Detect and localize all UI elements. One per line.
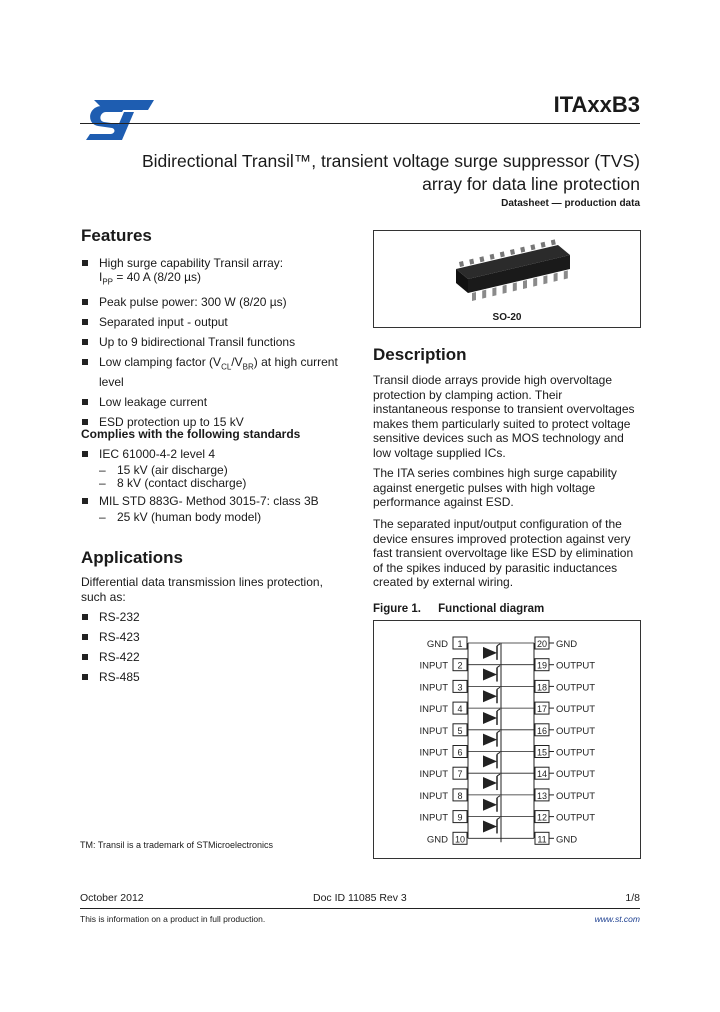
package-pin bbox=[482, 290, 486, 299]
applications-list bbox=[81, 610, 351, 690]
title-line-2: array for data line protection bbox=[422, 174, 640, 194]
list-item: IEC 61000-4-2 level 4 bbox=[81, 447, 351, 461]
datasheet-label: Datasheet — production data bbox=[501, 198, 640, 209]
pin-number-right: 17 bbox=[536, 704, 548, 715]
pin-label-left: INPUT bbox=[419, 812, 448, 824]
package-pin bbox=[492, 287, 496, 296]
package-pin bbox=[469, 259, 474, 265]
package-pin bbox=[459, 261, 464, 267]
pin-label-left: INPUT bbox=[419, 660, 448, 672]
package-pin bbox=[541, 242, 546, 248]
footer-doc-id: Doc ID 11085 Rev 3 bbox=[313, 892, 407, 904]
description-paragraph-1: Transil diode arrays provide high overvoltage protection by clamping action. Their instantaneous response to transient overvoltages makes them particularly suited to protect voltage sensitive devices such as MOS technology and low voltage supplied ICs. bbox=[373, 373, 635, 460]
pin-number-left: 3 bbox=[457, 682, 463, 693]
pin-label-left: INPUT bbox=[419, 747, 448, 759]
pin-number-right: 12 bbox=[536, 812, 548, 823]
package-image-box bbox=[373, 230, 641, 328]
pin-number-right: 13 bbox=[536, 790, 548, 801]
package-pin bbox=[503, 285, 507, 294]
list-subitem: – 15 kV (air discharge) bbox=[99, 463, 228, 477]
figure-number: Figure 1. bbox=[373, 603, 421, 615]
pin-label-right: OUTPUT bbox=[556, 812, 596, 824]
pin-number-right: 15 bbox=[536, 747, 548, 758]
package-pin bbox=[551, 239, 556, 245]
list-item: Up to 9 bidirectional Transil functions bbox=[81, 335, 351, 349]
pin-number-left: 9 bbox=[457, 812, 463, 823]
pin-label-left: INPUT bbox=[419, 790, 448, 802]
pin-number-right: 11 bbox=[537, 834, 547, 845]
footer-page: 1/8 bbox=[625, 892, 640, 904]
pin-label-right: GND bbox=[556, 834, 578, 846]
pin-number-right: 19 bbox=[536, 660, 548, 671]
list-item: High surge capability Transil array: $I_{PP} = 40$ A (8/20 µs) bbox=[81, 256, 351, 289]
title-line-1: Bidirectional Transil™, transient voltage surge suppressor (TVS) bbox=[142, 151, 640, 171]
pin-label-right: OUTPUT bbox=[556, 704, 596, 716]
list-item: MIL STD 883G- Method 3015-7: class 3B bbox=[81, 494, 351, 508]
tvs-diode bbox=[483, 734, 497, 746]
features-list bbox=[81, 256, 351, 435]
footer-rule bbox=[80, 908, 640, 909]
pin-number-left: 4 bbox=[457, 704, 463, 715]
package-pin bbox=[523, 280, 527, 289]
pin-number-left: 7 bbox=[457, 769, 463, 780]
tvs-diode-bar bbox=[497, 731, 500, 733]
list-item: Low leakage current bbox=[81, 395, 351, 409]
figure-title: Functional diagram bbox=[438, 603, 545, 615]
figure-caption bbox=[373, 603, 544, 615]
package-pin bbox=[564, 270, 568, 279]
pin-number-right: 16 bbox=[536, 725, 548, 736]
part-number: ITAxxB3 bbox=[553, 92, 640, 117]
pin-label-right: OUTPUT bbox=[556, 747, 596, 759]
description-paragraph-2: The ITA series combines high surge capability against energetic pulses with high voltage performance against ESD. bbox=[373, 466, 617, 510]
list-item: RS-232 bbox=[81, 610, 351, 624]
pin-number-left: 1 bbox=[457, 639, 463, 649]
pin-label-left: GND bbox=[426, 639, 448, 650]
package-pin bbox=[554, 273, 558, 282]
list-item: RS-423 bbox=[81, 630, 351, 644]
package-pin bbox=[472, 292, 476, 301]
tvs-diode-bar bbox=[497, 666, 500, 668]
applications-intro: Differential data transmission lines protection, such as: bbox=[81, 575, 323, 604]
pin-number-left: 2 bbox=[457, 660, 463, 671]
package-pin bbox=[533, 278, 537, 287]
tvs-diode bbox=[483, 690, 497, 702]
pin-number-left: 10 bbox=[454, 834, 466, 845]
pin-label-right: OUTPUT bbox=[556, 682, 596, 694]
package-pin bbox=[510, 249, 515, 255]
pin-number-right: 20 bbox=[536, 639, 548, 649]
trademark-note: TM: Transil is a trademark of STMicroelectronics bbox=[80, 840, 274, 850]
tvs-diode-bar bbox=[497, 817, 500, 819]
production-info: This is information on a product in full production. bbox=[80, 914, 266, 924]
functional-diagram-box bbox=[373, 620, 641, 859]
pin-label-right: OUTPUT bbox=[556, 725, 596, 737]
header-rule bbox=[80, 123, 640, 124]
pin-label-left: INPUT bbox=[419, 769, 448, 781]
pin-label-left: INPUT bbox=[419, 704, 448, 716]
pin-number-left: 6 bbox=[457, 747, 463, 758]
tvs-diode bbox=[483, 777, 497, 789]
description-heading: Description bbox=[373, 345, 467, 364]
package-pin bbox=[530, 244, 535, 250]
package-pin bbox=[490, 254, 495, 260]
list-item: RS-485 bbox=[81, 670, 351, 684]
tvs-diode bbox=[483, 712, 497, 724]
list-subitem: – 8 kV (contact discharge) bbox=[99, 476, 247, 490]
website-link[interactable]: www.st.com bbox=[594, 914, 640, 924]
pin-label-left: INPUT bbox=[419, 725, 448, 737]
applications-heading: Applications bbox=[81, 548, 184, 567]
list-item: Peak pulse power: 300 W (8/20 µs) bbox=[81, 295, 351, 309]
tvs-diode bbox=[483, 799, 497, 811]
tvs-diode-bar bbox=[497, 709, 500, 711]
pin-number-left: 5 bbox=[457, 725, 463, 736]
page-title bbox=[80, 150, 640, 196]
package-pin bbox=[543, 275, 547, 284]
st-logo bbox=[82, 96, 156, 144]
description-paragraph-3: The separated input/output configuration of the device ensures improved protection against very fast transient overvoltage like ESD by elimination of the spikes induced by parasitic inductances created by external wiring. bbox=[373, 517, 634, 590]
package-pin bbox=[479, 256, 484, 262]
tvs-diode-bar bbox=[497, 687, 500, 689]
list-item: Separated input - output bbox=[81, 315, 351, 329]
features-heading: Features bbox=[81, 226, 152, 245]
package-pin bbox=[500, 251, 505, 257]
list-item: Low clamping factor $(V_{CL}/V_{BR})$ at high current level bbox=[81, 355, 351, 388]
pin-number-left: 8 bbox=[457, 790, 463, 801]
pin-label-left: GND bbox=[426, 834, 448, 846]
pin-number-right: 18 bbox=[536, 682, 548, 693]
tvs-diode-bar bbox=[497, 752, 500, 754]
standards-heading: Complies with the following standards bbox=[81, 427, 301, 441]
footer-date: October 2012 bbox=[80, 892, 144, 904]
list-item: RS-422 bbox=[81, 650, 351, 664]
tvs-diode bbox=[483, 647, 497, 659]
tvs-diode-bar bbox=[497, 796, 500, 798]
tvs-diode-bar bbox=[497, 774, 500, 776]
pin-label-left: INPUT bbox=[419, 682, 448, 694]
package-label: SO-20 bbox=[492, 312, 522, 323]
functional-diagram bbox=[374, 621, 640, 858]
pin-label-right: OUTPUT bbox=[556, 790, 596, 802]
tvs-diode-bar bbox=[497, 644, 500, 646]
package-pin bbox=[520, 247, 525, 253]
tvs-diode bbox=[483, 669, 497, 681]
pin-label-right: OUTPUT bbox=[556, 769, 596, 781]
list-item: ESD protection up to 15 kV bbox=[81, 415, 351, 429]
pin-number-right: 14 bbox=[536, 769, 548, 780]
pin-label-right: GND bbox=[556, 639, 578, 650]
package-pin bbox=[513, 282, 517, 291]
tvs-diode bbox=[483, 820, 497, 832]
standards-list bbox=[81, 447, 351, 527]
list-subitem: – 25 kV (human body model) bbox=[99, 510, 262, 524]
pin-label-right: OUTPUT bbox=[556, 660, 596, 672]
tvs-diode bbox=[483, 755, 497, 767]
